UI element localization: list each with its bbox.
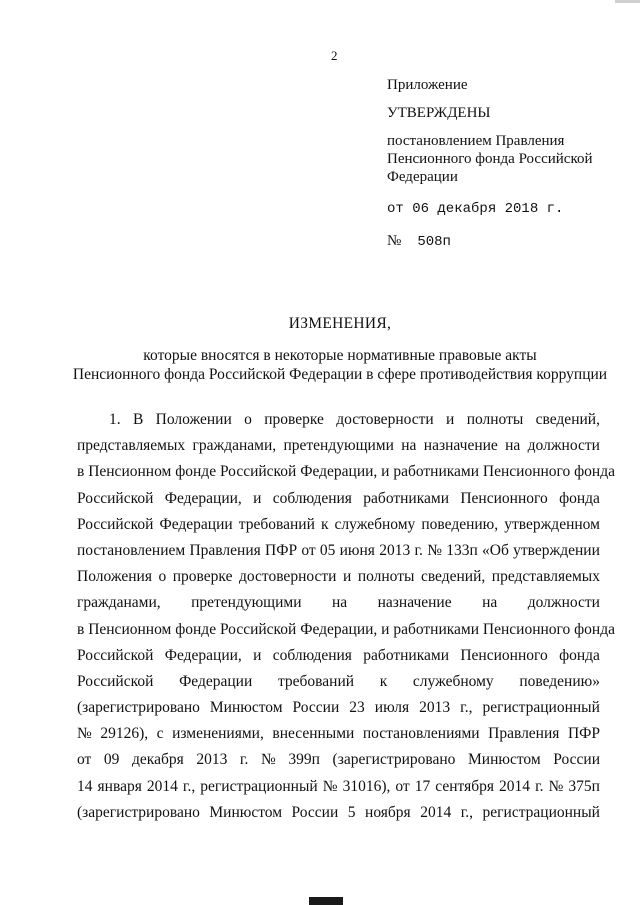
body-word: от — [395, 777, 410, 795]
body-word: Российской — [77, 672, 154, 690]
body-line — [77, 774, 600, 800]
body-word: сведений, — [535, 411, 600, 428]
body-word: Минюстом — [209, 803, 283, 821]
body-word: проверке — [172, 568, 233, 586]
body-word: на — [505, 437, 521, 455]
body-word: поведению» — [519, 672, 600, 690]
body-word: г., — [460, 699, 473, 717]
body-word: 2013 — [419, 699, 451, 717]
body-word: и — [253, 646, 262, 664]
body-word: на — [401, 437, 417, 455]
body-word: внесенными — [272, 725, 355, 743]
body-word: соблюдения — [272, 646, 352, 664]
body-word: г. — [239, 751, 249, 769]
body-word: с — [156, 725, 164, 743]
approval-date: от 06 декабря 2018 г. — [387, 201, 564, 217]
body-word: назначение — [377, 594, 452, 612]
body-word: 1. — [109, 411, 121, 428]
body-word: на — [331, 594, 348, 612]
body-line — [77, 433, 600, 459]
body-word: июля — [374, 699, 410, 717]
body-word: 375п — [568, 777, 600, 795]
body-word: Пенсионного — [460, 646, 548, 664]
body-word: г. — [535, 777, 544, 795]
subtitle-line-1: которые вносятся в некоторые нормативные правовые акты — [143, 347, 537, 364]
body-word: регистрационный — [200, 777, 318, 795]
body-line — [77, 564, 600, 590]
body-word: января — [97, 777, 142, 795]
body-word: июня — [339, 541, 375, 559]
body-line — [77, 800, 600, 826]
body-word: 31016), — [342, 777, 391, 795]
decree-line-3: Федерации — [387, 169, 458, 185]
body-word: должности — [527, 437, 600, 455]
body-line — [77, 459, 615, 485]
body-word: (зарегистрировано — [77, 803, 200, 821]
body-word: № — [261, 751, 276, 769]
body-word: 2013 — [379, 541, 411, 559]
body-word: достоверности — [336, 411, 434, 428]
body-word: 2014 — [146, 777, 178, 795]
body-word: России — [291, 803, 339, 821]
body-word: полноты — [466, 411, 524, 428]
body-word: Российской — [77, 646, 154, 664]
body-word: 23 — [349, 699, 365, 717]
body-line — [77, 486, 600, 512]
body-word: № — [427, 541, 442, 559]
body-word: представляемых — [491, 568, 600, 586]
body-word: достоверности — [238, 568, 337, 586]
scan-artifact — [309, 897, 343, 905]
body-word: Правления — [488, 725, 560, 743]
body-word: Российской — [77, 489, 154, 507]
body-word: 2014 — [420, 803, 452, 821]
body-word: работниками — [363, 646, 450, 664]
body-word: и — [253, 489, 262, 507]
body-word: 14 — [77, 777, 93, 795]
body-word: (зарегистрировано — [77, 699, 200, 717]
body-word: сведений, — [420, 568, 486, 586]
body-word: Правления — [189, 541, 261, 559]
body-word: России — [553, 751, 600, 769]
body-word: 5 — [347, 803, 356, 821]
number-value: 508п — [417, 234, 451, 250]
body-word: Положения — [77, 568, 152, 586]
body-word: должности — [527, 594, 600, 612]
body-word: Минюстом — [468, 751, 541, 769]
body-word: Федерации, — [164, 489, 242, 507]
body-word: представляемых — [77, 437, 186, 455]
body-word: № — [322, 777, 338, 795]
body-word: 399п — [288, 751, 320, 769]
body-line — [77, 538, 600, 564]
body-word: ПФР — [567, 725, 600, 743]
body-word: и — [446, 411, 455, 428]
body-word: декабря — [132, 751, 184, 769]
body-word: № — [548, 777, 564, 795]
body-line — [77, 669, 600, 695]
body-line-text: в Пенсионном фонде Российской Федерации, и работниками Пенсионного фонда — [77, 463, 615, 481]
body-line — [77, 407, 600, 433]
body-word: 29126), — [100, 725, 149, 743]
body-word: 05 — [319, 541, 336, 559]
body-word: 2013 — [196, 751, 228, 769]
document-title-block — [60, 314, 620, 384]
body-word: г. — [414, 541, 423, 559]
body-word: 2014 — [499, 777, 531, 795]
body-word: утверждении — [513, 541, 600, 559]
body-word: сентября — [435, 777, 494, 795]
approved-label: УТВЕРЖДЕНЫ — [387, 105, 491, 121]
page-number: 2 — [331, 48, 338, 63]
body-line — [77, 721, 600, 747]
body-line — [77, 695, 600, 721]
body-line — [77, 643, 600, 669]
subtitle-line-2: Пенсионного фонда Российской Федерации в сфере противодействия коррупции — [72, 366, 608, 383]
body-line — [77, 617, 615, 643]
body-word: 133п — [446, 541, 478, 559]
appendix-label: Приложение — [387, 77, 468, 93]
number-symbol: № — [387, 233, 402, 249]
body-word: претендующими — [191, 594, 302, 612]
body-word: 09 — [103, 751, 120, 769]
body-word: Положении — [155, 411, 232, 428]
body-word: г., — [182, 777, 196, 795]
body-word: изменениями, — [172, 725, 264, 743]
approval-number — [387, 232, 593, 251]
body-word: Пенсионного — [460, 489, 548, 507]
body-word: поведению, — [421, 515, 499, 533]
body-word: о — [158, 568, 167, 586]
body-word: на — [482, 594, 498, 612]
body-word: г., — [460, 803, 474, 821]
body-word: служебному — [412, 672, 494, 690]
scan-edge-mark — [615, 0, 640, 3]
body-word: России — [292, 699, 340, 717]
body-word: полноты — [357, 568, 415, 586]
body-line-text: в Пенсионном фонде Российской Федерации, и работниками Пенсионного фонда — [77, 620, 615, 638]
body-word: к — [320, 515, 329, 533]
body-word: В — [132, 411, 144, 428]
body-word: «Об — [482, 541, 509, 559]
body-line — [77, 747, 600, 773]
body-word: претендующими — [283, 437, 394, 455]
approval-block — [387, 76, 593, 251]
body-word: (зарегистрировано — [332, 751, 456, 769]
body-word: к — [379, 672, 388, 690]
body-word: 17 — [414, 777, 431, 795]
body-word: требований — [238, 515, 315, 533]
body-word: фонда — [559, 489, 600, 507]
body-word: Российской — [77, 515, 154, 533]
body-word: фонда — [559, 646, 600, 664]
body-word: ПФР — [265, 541, 298, 559]
body-word: Федерации — [159, 515, 233, 533]
body-word: гражданами, — [77, 594, 161, 612]
body-word: Минюстом — [209, 699, 283, 717]
body-word: о — [244, 411, 252, 428]
body-word: требований — [277, 672, 355, 690]
body-word: проверке — [264, 411, 324, 428]
body-word: постановлениями — [362, 725, 480, 743]
body-word: и — [342, 568, 352, 586]
decree-line-1: постановлением Правления — [387, 133, 565, 149]
body-word: работниками — [363, 489, 450, 507]
body-word: от — [77, 751, 92, 769]
body-word: утвержденном — [504, 515, 600, 533]
document-title: ИЗМЕНЕНИЯ, — [288, 315, 392, 332]
body-word: гражданами, — [192, 437, 277, 455]
body-paragraph — [77, 407, 615, 826]
body-word: Федерации, — [164, 646, 242, 664]
body-word: ноября — [365, 803, 411, 821]
body-word: от — [301, 541, 316, 559]
body-word: регистрационный — [482, 699, 600, 717]
body-word: назначение — [423, 437, 498, 455]
body-line — [77, 512, 600, 538]
body-word: постановлением — [77, 541, 186, 559]
body-word: № — [77, 725, 92, 743]
body-line — [77, 590, 600, 616]
body-word: Федерации — [179, 672, 253, 690]
decree-line-2: Пенсионного фонда Российской — [387, 151, 593, 167]
body-word: соблюдения — [272, 489, 352, 507]
body-word: служебному — [334, 515, 416, 533]
body-word: регистрационный — [482, 803, 600, 821]
